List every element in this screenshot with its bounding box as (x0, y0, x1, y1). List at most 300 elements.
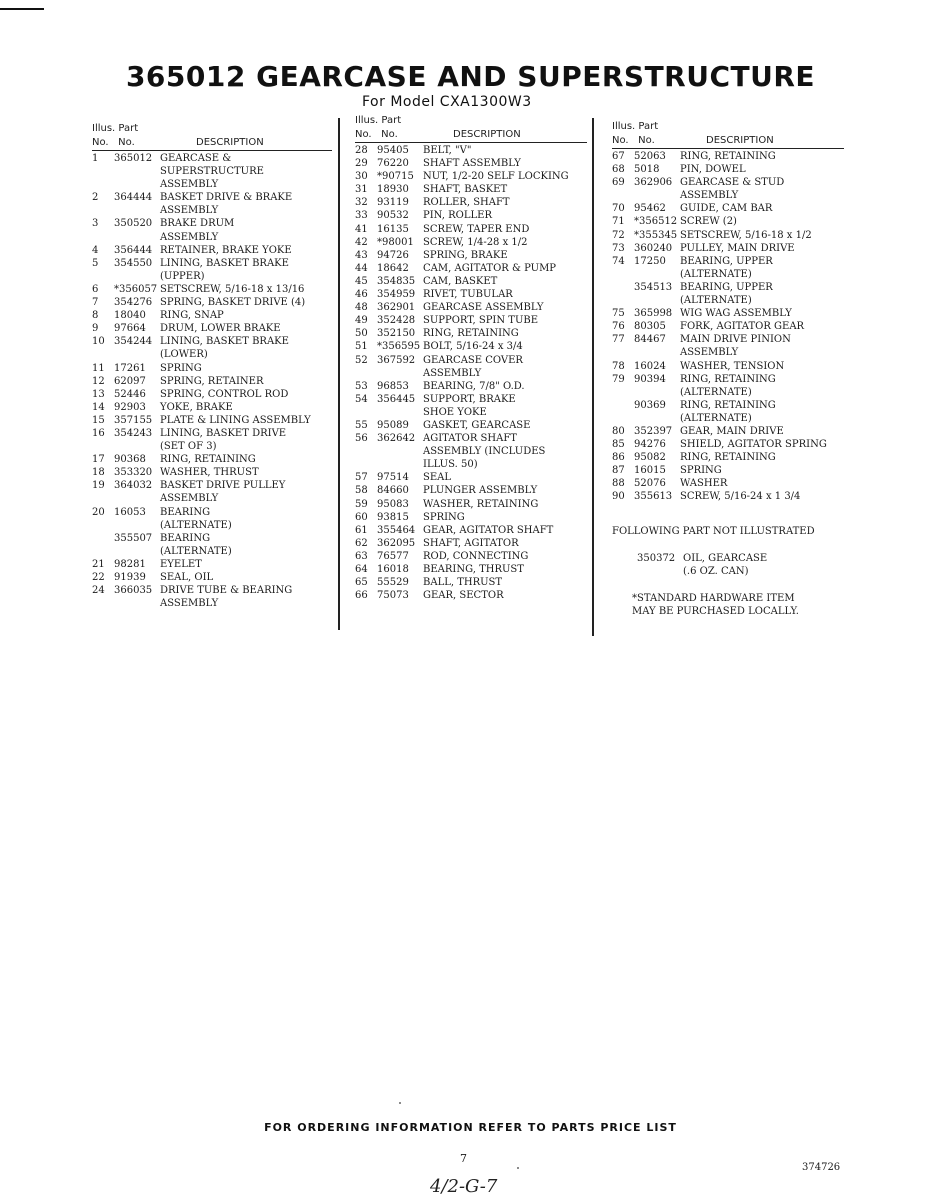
illus-number: 19 (92, 480, 105, 492)
part-row (355, 432, 587, 471)
illus-number: 74 (612, 255, 625, 267)
not-illustrated-desc: OIL, GEARCASE (.6 OZ. CAN) (683, 553, 768, 578)
part-row (355, 484, 587, 497)
ordering-footer: FOR ORDERING INFORMATION REFER TO PARTS PRICE LIST (264, 1121, 677, 1134)
scan-speck (399, 1102, 401, 1104)
part-row (612, 307, 844, 320)
part-number: 95082 (634, 452, 666, 464)
part-row (92, 362, 332, 375)
part-row (355, 183, 587, 196)
part-description: RING, RETAINING (160, 454, 256, 466)
part-number: 352397 (634, 425, 673, 437)
illus-number: 88 (612, 478, 625, 490)
description-header: DESCRIPTION (453, 129, 521, 140)
parts-list (612, 150, 844, 504)
illus-number: 67 (612, 151, 625, 162)
part-number: 95083 (377, 498, 409, 510)
part-row (612, 425, 844, 438)
no-header: No. No. (355, 129, 398, 140)
part-row (355, 288, 587, 301)
illus-number: 43 (355, 249, 368, 261)
part-description: BASKET DRIVE & BRAKE ASSEMBLY (160, 192, 293, 217)
part-description: YOKE, BRAKE (160, 401, 233, 413)
following-note: FOLLOWING PART NOT ILLUSTRATED (612, 526, 815, 537)
part-description: SHAFT, BASKET (423, 184, 508, 196)
part-number: 96853 (377, 380, 409, 392)
illus-number: 56 (355, 433, 368, 445)
illus-number: 60 (355, 511, 368, 523)
illus-number: 44 (355, 262, 368, 274)
part-row (355, 354, 587, 380)
illus-number: 78 (612, 360, 625, 372)
document-code: 374726 (802, 1162, 841, 1173)
part-row (92, 309, 332, 322)
part-row (612, 438, 844, 451)
part-description: DRIVE TUBE & BEARING ASSEMBLY (160, 585, 293, 610)
header-rule (92, 150, 332, 151)
part-row (92, 191, 332, 217)
illus-number: 58 (355, 485, 368, 497)
illus-number: 76 (612, 321, 625, 333)
illus-number: 9 (92, 323, 99, 335)
illus-number: 18 (92, 467, 105, 479)
illus-number: 16 (92, 427, 105, 439)
part-row (92, 283, 332, 296)
part-row (92, 244, 332, 257)
illus-number: 8 (92, 310, 99, 322)
illus-number: 51 (355, 341, 368, 353)
part-description: NUT, 1/2-20 SELF LOCKING (423, 171, 569, 183)
part-row (92, 506, 332, 532)
part-number: 17261 (114, 362, 146, 374)
part-row (92, 322, 332, 335)
part-number: 90532 (377, 210, 409, 222)
illus-number: 20 (92, 506, 105, 518)
illus-number: 53 (355, 380, 368, 392)
part-description: WASHER, TENSION (680, 360, 785, 372)
part-number: 355507 (114, 532, 153, 544)
part-number: 354244 (114, 336, 153, 348)
illus-number: 15 (92, 414, 105, 426)
part-number: 16053 (114, 506, 146, 518)
part-number: 62097 (114, 375, 146, 387)
part-row (612, 242, 844, 255)
part-row (92, 375, 332, 388)
part-number: 95089 (377, 419, 409, 431)
illus-number: 21 (92, 558, 105, 570)
illus-number: 6 (92, 283, 99, 295)
part-row (92, 414, 332, 427)
scan-speck (517, 1167, 519, 1169)
part-number: 365998 (634, 308, 673, 320)
illus-number: 1 (92, 153, 99, 164)
part-number: 52446 (114, 388, 146, 400)
illus-number: 80 (612, 425, 625, 437)
part-row (92, 296, 332, 309)
part-number: 76577 (377, 550, 409, 562)
header-rule (612, 148, 844, 149)
part-number: *356595 (377, 341, 421, 353)
illus-number: 75 (612, 308, 625, 320)
column-divider (592, 118, 594, 636)
part-row (612, 333, 844, 359)
illus-number: 64 (355, 564, 368, 575)
part-number: 95462 (634, 203, 666, 215)
part-number: 362642 (377, 433, 416, 445)
part-row (92, 152, 332, 191)
part-row (355, 393, 587, 419)
part-number: *356512 (634, 216, 678, 228)
illus-number: 17 (92, 454, 105, 466)
part-number: 16018 (377, 564, 409, 575)
part-row (612, 163, 844, 176)
illus-part-header: Illus. Part (92, 123, 139, 134)
part-description: SCREW, 5/16-24 x 1 3/4 (680, 491, 801, 503)
illus-number: 57 (355, 472, 368, 484)
page-number: 7 (460, 1152, 467, 1165)
part-row (612, 229, 844, 242)
part-number: 52063 (634, 151, 666, 162)
part-number: 362095 (377, 537, 416, 549)
part-description: GEARCASE & STUD ASSEMBLY (680, 177, 785, 202)
part-number: 18040 (114, 310, 146, 322)
parts-list (355, 144, 587, 602)
part-description: SETSCREW, 5/16-18 x 13/16 (160, 283, 305, 295)
hardware-note: *STANDARD HARDWARE ITEM MAY BE PURCHASED LOCALLY. (632, 593, 799, 618)
part-number: 16024 (634, 360, 666, 372)
part-row (612, 176, 844, 202)
part-description: SPRING (680, 465, 722, 477)
part-description: SHAFT, AGITATOR (423, 537, 519, 549)
illus-number: 41 (355, 223, 368, 235)
part-row (92, 453, 332, 466)
part-number: 97514 (377, 472, 409, 484)
part-number: 91939 (114, 572, 146, 583)
illus-number: 22 (92, 572, 105, 583)
illus-number: 33 (355, 210, 368, 222)
part-row (92, 401, 332, 414)
part-description: BEARING, UPPER (ALTERNATE) (680, 281, 773, 307)
part-number: 90394 (634, 373, 666, 385)
illus-number: 3 (92, 218, 99, 230)
part-description: EYELET (160, 558, 202, 570)
part-description: WASHER, THRUST (160, 467, 259, 479)
part-number: 92903 (114, 401, 146, 413)
part-number: 360240 (634, 242, 673, 254)
part-row (355, 327, 587, 340)
illus-number: 10 (92, 336, 105, 348)
part-number: 367592 (377, 354, 416, 366)
part-number: 353320 (114, 467, 153, 479)
part-number: 362901 (377, 302, 416, 314)
part-number: 356444 (114, 244, 153, 256)
part-row (355, 550, 587, 563)
illus-number: 85 (612, 439, 625, 451)
part-row (92, 388, 332, 401)
part-number: 18930 (377, 184, 409, 196)
illus-number: 90 (612, 491, 625, 503)
handwritten-note: 4/2-G-7 (430, 1176, 498, 1197)
part-row (355, 314, 587, 327)
part-description: RING, RETAINING (423, 328, 519, 340)
part-description: SHAFT ASSEMBLY (423, 158, 521, 170)
illus-number: 28 (355, 145, 368, 156)
part-description: SPRING, BRAKE (423, 249, 508, 261)
part-number: *356057 (114, 283, 158, 295)
part-number: 90368 (114, 454, 146, 466)
part-row (355, 170, 587, 183)
part-row (355, 144, 587, 157)
part-row (355, 209, 587, 222)
part-description: ROLLER, SHAFT (423, 197, 510, 209)
part-row (612, 373, 844, 399)
illus-number: 2 (92, 192, 99, 204)
part-description: GEAR, SECTOR (423, 590, 504, 602)
illus-number: 87 (612, 465, 625, 477)
part-number: 362906 (634, 177, 673, 189)
parts-column-3 (612, 120, 844, 504)
illus-number: 7 (92, 297, 99, 309)
part-number: 352150 (377, 328, 416, 340)
illus-number: 29 (355, 158, 368, 170)
part-number: 355464 (377, 524, 416, 536)
part-description: CAM, BASKET (423, 275, 498, 287)
page-title: 365012 GEARCASE AND SUPERSTRUCTURE (125, 60, 816, 93)
part-description: MAIN DRIVE PINION ASSEMBLY (680, 334, 791, 359)
part-description: PLUNGER ASSEMBLY (423, 485, 538, 497)
part-number: 354243 (114, 427, 153, 439)
part-number: 75073 (377, 590, 409, 602)
part-row (355, 498, 587, 511)
illus-number: 61 (355, 524, 368, 536)
illus-number: 59 (355, 498, 368, 510)
part-row (355, 249, 587, 262)
part-description: SCREW, TAPER END (423, 223, 530, 235)
part-description: PIN, DOWEL (680, 164, 746, 176)
part-row (92, 584, 332, 610)
part-row (612, 255, 844, 281)
part-description: LINING, BASKET DRIVE (SET OF 3) (160, 427, 287, 453)
part-number: 98281 (114, 558, 146, 570)
part-description: BEARING, 7/8" O.D. (423, 380, 525, 392)
illus-number: 31 (355, 184, 368, 196)
illus-part-header: Illus. Part (355, 115, 402, 126)
part-number: 80305 (634, 321, 666, 333)
illus-number: 50 (355, 328, 368, 340)
illus-number: 24 (92, 585, 105, 597)
part-row (355, 471, 587, 484)
part-description: BEARING, UPPER (ALTERNATE) (680, 255, 773, 280)
column-header (92, 122, 332, 152)
column-divider (338, 118, 340, 630)
part-description: SEAL, OIL (160, 572, 214, 583)
part-description: SCREW (2) (680, 216, 737, 228)
part-row (355, 223, 587, 236)
part-row (355, 380, 587, 393)
corner-mark (0, 8, 44, 10)
part-description: SUPPORT, BRAKE SHOE YOKE (423, 393, 516, 418)
part-description: BOLT, 5/16-24 x 3/4 (423, 341, 523, 353)
illus-number: 77 (612, 334, 625, 346)
part-row (355, 589, 587, 602)
part-row (355, 563, 587, 576)
part-description: BEARING, THRUST (423, 564, 524, 575)
illus-number: 71 (612, 216, 625, 228)
part-number: 93815 (377, 511, 409, 523)
part-number: 355613 (634, 491, 673, 503)
illus-number: 12 (92, 375, 105, 387)
illus-number: 30 (355, 171, 368, 183)
part-row (355, 524, 587, 537)
part-row (92, 479, 332, 505)
part-number: 94276 (634, 439, 666, 451)
part-row (92, 571, 332, 584)
part-number: 354835 (377, 275, 416, 287)
description-header: DESCRIPTION (196, 137, 264, 148)
illus-number: 52 (355, 354, 368, 366)
part-number: 16015 (634, 465, 666, 477)
part-description: GEARCASE ASSEMBLY (423, 302, 544, 314)
part-row (355, 236, 587, 249)
parts-list (92, 152, 332, 610)
description-header: DESCRIPTION (706, 135, 774, 146)
part-number: 52076 (634, 478, 666, 490)
part-row (612, 451, 844, 464)
illus-number: 73 (612, 242, 625, 254)
part-description: BALL, THRUST (423, 577, 503, 589)
illus-number: 11 (92, 362, 105, 374)
part-row (612, 360, 844, 373)
part-number: 90369 (634, 399, 666, 411)
part-number: 364032 (114, 480, 153, 492)
part-description: GEAR, MAIN DRIVE (680, 425, 784, 437)
part-number: 354276 (114, 297, 153, 309)
header-rule (355, 142, 587, 143)
part-row (612, 150, 844, 163)
illus-number: 49 (355, 315, 368, 327)
illus-number: 62 (355, 537, 368, 549)
part-description: SEAL (423, 472, 452, 484)
part-number: 95405 (377, 145, 409, 156)
not-illustrated-item (637, 552, 767, 578)
illus-number: 13 (92, 388, 105, 400)
part-description: RETAINER, BRAKE YOKE (160, 244, 292, 256)
part-row (355, 340, 587, 353)
illus-number: 5 (92, 257, 99, 269)
part-description: BRAKE DRUM ASSEMBLY (160, 218, 235, 243)
part-description: SPRING, CONTROL ROD (160, 388, 289, 400)
part-description: FORK, AGITATOR GEAR (680, 321, 805, 333)
part-number: 84467 (634, 334, 666, 346)
illus-number: 70 (612, 203, 625, 215)
part-description: WASHER (680, 478, 728, 490)
part-description: PULLEY, MAIN DRIVE (680, 242, 795, 254)
part-description: SPRING, BASKET DRIVE (4) (160, 297, 306, 309)
part-number: *98001 (377, 236, 414, 248)
part-number: 93119 (377, 197, 409, 209)
part-description: SPRING (423, 511, 465, 523)
part-row (92, 427, 332, 453)
illus-number: 32 (355, 197, 368, 209)
model-subtitle: For Model CXA1300W3 (362, 94, 532, 110)
part-number: 350520 (114, 218, 153, 230)
part-number: 16135 (377, 223, 409, 235)
part-row (612, 399, 844, 425)
no-header: No. No. (612, 135, 655, 146)
part-row (355, 196, 587, 209)
part-description: BELT, "V" (423, 145, 472, 156)
part-number: 357155 (114, 414, 153, 426)
part-row (355, 275, 587, 288)
part-description: RING, RETAINING (ALTERNATE) (680, 399, 776, 424)
illus-number: 42 (355, 236, 368, 248)
part-description: ROD, CONNECTING (423, 550, 529, 562)
part-row (612, 464, 844, 477)
not-illustrated-part: 350372 (637, 553, 676, 564)
part-row (92, 257, 332, 283)
part-row (92, 217, 332, 243)
illus-number: 54 (355, 393, 368, 405)
illus-number: 45 (355, 275, 368, 287)
illus-number: 55 (355, 419, 368, 431)
part-number: 356445 (377, 393, 416, 405)
part-row (92, 532, 332, 558)
column-header (355, 114, 587, 144)
part-description: SCREW, 1/4-28 x 1/2 (423, 236, 528, 248)
part-row (612, 215, 844, 228)
part-number: 55529 (377, 577, 409, 589)
part-number: 354959 (377, 289, 416, 301)
part-number: 84660 (377, 485, 409, 497)
part-row (612, 320, 844, 333)
part-number: 76220 (377, 158, 409, 170)
illus-number: 86 (612, 452, 625, 464)
part-number: *90715 (377, 171, 414, 183)
part-description: RING, RETAINING (680, 151, 776, 162)
part-description: SETSCREW, 5/16-18 x 1/2 (680, 229, 812, 241)
part-description: PLATE & LINING ASSEMBLY (160, 414, 311, 426)
part-row (355, 576, 587, 589)
part-number: *355345 (634, 229, 678, 241)
no-header: No. No. (92, 137, 135, 148)
part-number: 364444 (114, 192, 153, 204)
part-description: LINING, BASKET BRAKE (LOWER) (160, 336, 289, 361)
part-row (612, 202, 844, 215)
part-description: RING, SNAP (160, 310, 224, 322)
part-row (355, 511, 587, 524)
part-description: SPRING, RETAINER (160, 375, 264, 387)
part-number: 366035 (114, 585, 153, 597)
part-description: DRUM, LOWER BRAKE (160, 323, 281, 335)
part-description: RING, RETAINING (680, 452, 776, 464)
part-number: 354513 (634, 281, 673, 293)
illus-part-header: Illus. Part (612, 121, 659, 132)
illus-number: 72 (612, 229, 625, 241)
part-description: GEARCASE & SUPERSTRUCTURE ASSEMBLY (160, 153, 264, 191)
illus-number: 68 (612, 164, 625, 176)
part-number: 354550 (114, 257, 153, 269)
part-description: BASKET DRIVE PULLEY ASSEMBLY (160, 480, 286, 505)
part-description: LINING, BASKET BRAKE (UPPER) (160, 257, 289, 282)
parts-column-1 (92, 122, 332, 610)
part-description: CAM, AGITATOR & PUMP (423, 262, 557, 274)
part-description: GUIDE, CAM BAR (680, 203, 773, 215)
illus-number: 65 (355, 577, 368, 589)
part-description: AGITATOR SHAFT ASSEMBLY (INCLUDES ILLUS. 50) (423, 433, 546, 471)
part-row (355, 419, 587, 432)
part-description: SHIELD, AGITATOR SPRING (680, 439, 827, 451)
illus-number: 79 (612, 373, 625, 385)
